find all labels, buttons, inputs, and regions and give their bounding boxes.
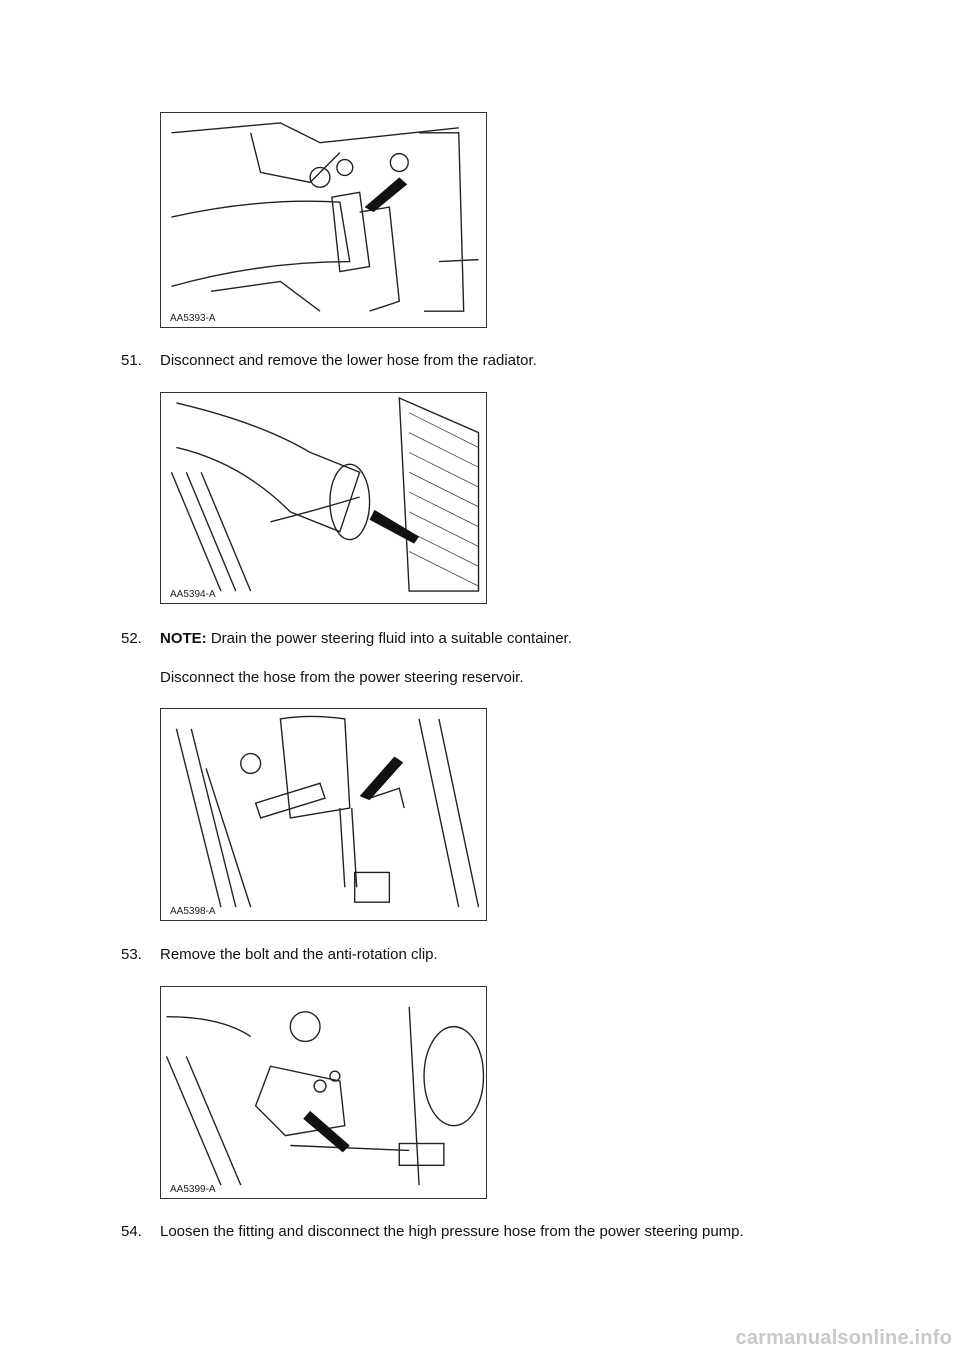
- step-number: 54.: [121, 1223, 142, 1240]
- figure-caption: AA5394-A: [170, 589, 216, 600]
- step-number: 51.: [121, 352, 142, 369]
- radiator-hose-illustration: [161, 393, 486, 603]
- note-text: Drain the power steering fluid into a suitable container.: [206, 630, 572, 647]
- anti-rotation-clip-illustration: [161, 987, 486, 1198]
- step-text: Disconnect the hose from the power steering reservoir.: [160, 669, 524, 686]
- step-number: 52.: [121, 630, 142, 647]
- step-number: 53.: [121, 946, 142, 963]
- step-text: Loosen the fitting and disconnect the high pressure hose from the power steering pump.: [160, 1223, 744, 1240]
- figure-caption: AA5393-A: [170, 313, 216, 324]
- figure-lower-hose-clamp: [160, 112, 487, 328]
- figure-radiator-hose: [160, 392, 487, 604]
- figure-caption: AA5398-A: [170, 906, 216, 917]
- step-note: [160, 630, 572, 648]
- note-label: NOTE:: [160, 630, 207, 647]
- reservoir-hose-illustration: [161, 709, 486, 920]
- step-text: Disconnect and remove the lower hose from the radiator.: [160, 352, 537, 369]
- figure-anti-rotation-clip: [160, 986, 487, 1199]
- hose-clamp-illustration: [161, 113, 486, 327]
- figure-power-steering-reservoir: [160, 708, 487, 921]
- figure-caption: AA5399-A: [170, 1184, 216, 1195]
- watermark: carmanualsonline.info: [735, 1327, 952, 1349]
- step-text: Remove the bolt and the anti-rotation clip.: [160, 946, 438, 963]
